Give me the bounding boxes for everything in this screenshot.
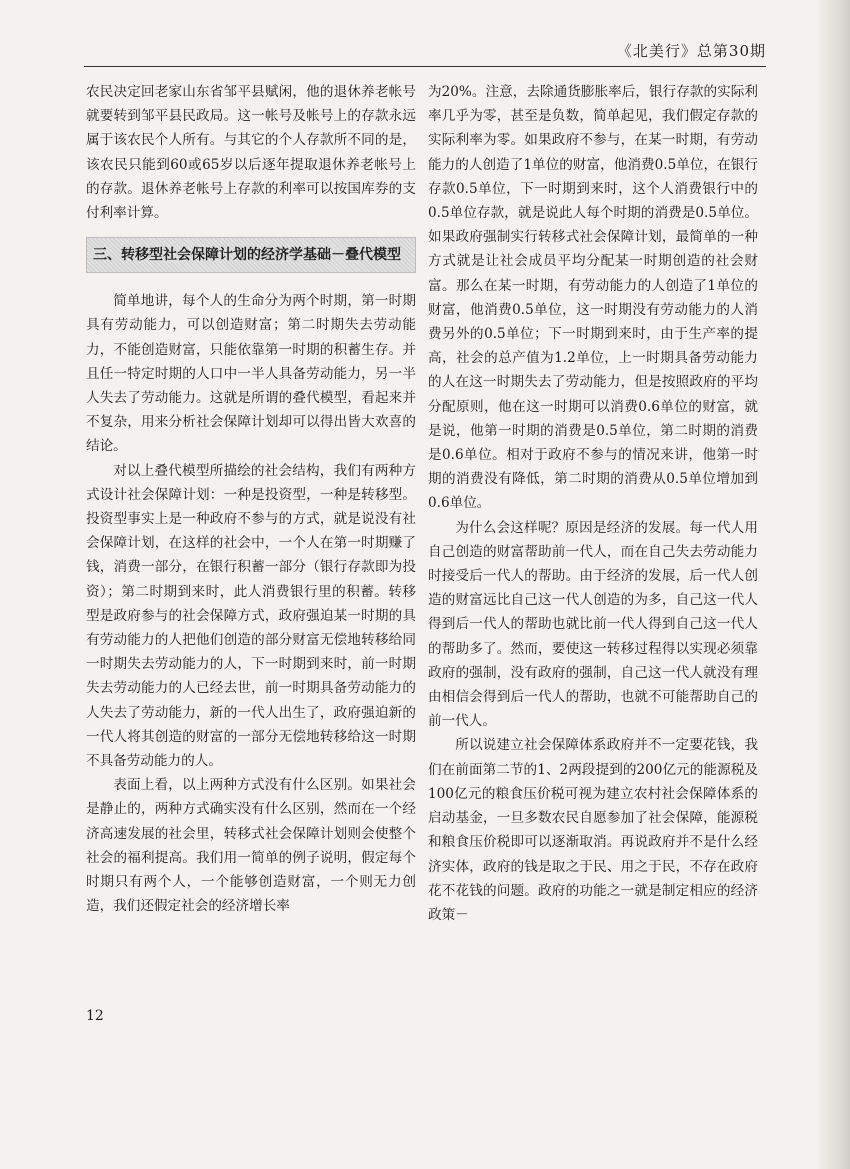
left-column (86, 80, 416, 919)
paragraph: 表面上看，以上两种方式没有什么区别。如果社会是静止的，两种方式确实没有什么区别，然而在一个经济高速发展的社会里，转移式社会保障计划则会使整个社会的福利提高。我们用一简单的例子说明，假定每个时期只有两个人，一个能够创造财富，一个则无力创造，我们还假定社会的经济增长率 (86, 777, 416, 915)
paragraph: 农民决定回老家山东省邹平县赋闲，他的退休养老帐号就要转到邹平县民政局。这一帐号及帐号上的存款永远属于该农民个人所有。与其它的个人存款所不同的是，该农民只能到60或65岁以后逐年提取退休养老帐号上的存款。退休养老帐号上存款的利率可以按国库券的支付利率计算。 (86, 84, 416, 222)
right-column (428, 80, 758, 927)
page-number: 12 (86, 1008, 104, 1024)
paragraph: 所以说建立社会保障体系政府并不一定要花钱，我们在前面第二节的1、2两段提到的200亿元的能源税及100亿元的粮食压价税可视为建立农村社会保障体系的启动基金，一旦多数农民自愿参加了社会保障，能源税和粮食压价税即可以逐渐取消。再说政府并不是什么经济实体，政府的钱是取之于民、用之于民，不存在政府花不花钱的问题。政府的功能之一就是制定相应的经济政策－ (428, 737, 758, 923)
paragraph: 为20%。注意，去除通货膨胀率后，银行存款的实际利率几乎为零，甚至是负数，简单起见，我们假定存款的实际利率为零。如果政府不参与，在某一时期，有劳动能力的人创造了1单位的财富，他消费0.5单位，在银行存款0.5单位，下一时期到来时，这个人消费银行中的0.5单位存款，就是说此人每个时期的消费是0.5单位。如果政府强制实行转移式社会保障计划，最简单的一种方式就是让社会成员平均分配某一时期创造的社会财富。那么在某一时期，有劳动能力的人创造了1单位的财富，他消费0.5单位，这一时期没有劳动能力的人消费另外的0.5单位；下一时期到来时，由于生产率的提高，社会的总产值为1.2单位，上一时期具备劳动能力的人在这一时期失去了劳动能力，但是按照政府的平均分配原则，他在这一时期可以消费0.6单位的财富，就是说，他第一时期的消费是0.5单位，第二时期的消费是0.6单位。相对于政府不参与的情况来讲，他第一时期的消费没有降低，第二时期的消费从0.5单位增加到0.6单位。 (428, 84, 758, 512)
paragraph: 对以上叠代模型所描绘的社会结构，我们有两种方式设计社会保障计划：一种是投资型，一种是转移型。投资型事实上是一种政府不参与的方式，就是说没有社会保障计划，在这样的社会中，一个人在第一时期赚了钱，消费一部分，在银行积蓄一部分（银行存款即为投资）；第二时期到来时，此人消费银行里的积蓄。转移型是政府参与的社会保障方式，政府强迫某一时期的具有劳动能力的人把他们创造的部分财富无偿地转移给同一时期失去劳动能力的人，下一时期到来时，前一时期失去劳动能力的人已经去世，前一时期具备劳动能力的人失去了劳动能力，新的一代人出生了，政府强迫新的一代人将其创造的财富的一部分无偿地转移给这一时期不具备劳动能力的人。 (86, 462, 416, 770)
paragraph: 简单地讲，每个人的生命分为两个时期，第一时期具有劳动能力，可以创造财富；第二时期失去劳动能力，不能创造财富，只能依靠第一时期的积蓄生存。并且任一特定时期的人口中一半人具备劳动能力，另一半人失去了劳动能力。这就是所谓的叠代模型，看起来并不复杂，用来分析社会保障计划却可以得出皆大欢喜的结论。 (86, 293, 416, 455)
paragraph: 为什么会这样呢？原因是经济的发展。每一代人用自己创造的财富帮助前一代人，而在自己失去劳动能力时接受后一代人的帮助。由于经济的发展，后一代人创造的财富远比自己这一代人创造的为多，自己这一代人得到后一代人的帮助也就比前一代人得到自己这一代人的帮助多了。然而，要使这一转移过程得以实现必须靠政府的强制，没有政府的强制，自己这一代人就没有理由相信会得到后一代人的帮助，也就不可能帮助自己的前一代人。 (428, 519, 758, 730)
running-header: 《北美行》总第30期 (616, 42, 766, 60)
header-rule (84, 66, 766, 67)
section-heading: 三、转移型社会保障计划的经济学基础－叠代模型 (86, 237, 416, 273)
binding-shadow (818, 0, 850, 1169)
